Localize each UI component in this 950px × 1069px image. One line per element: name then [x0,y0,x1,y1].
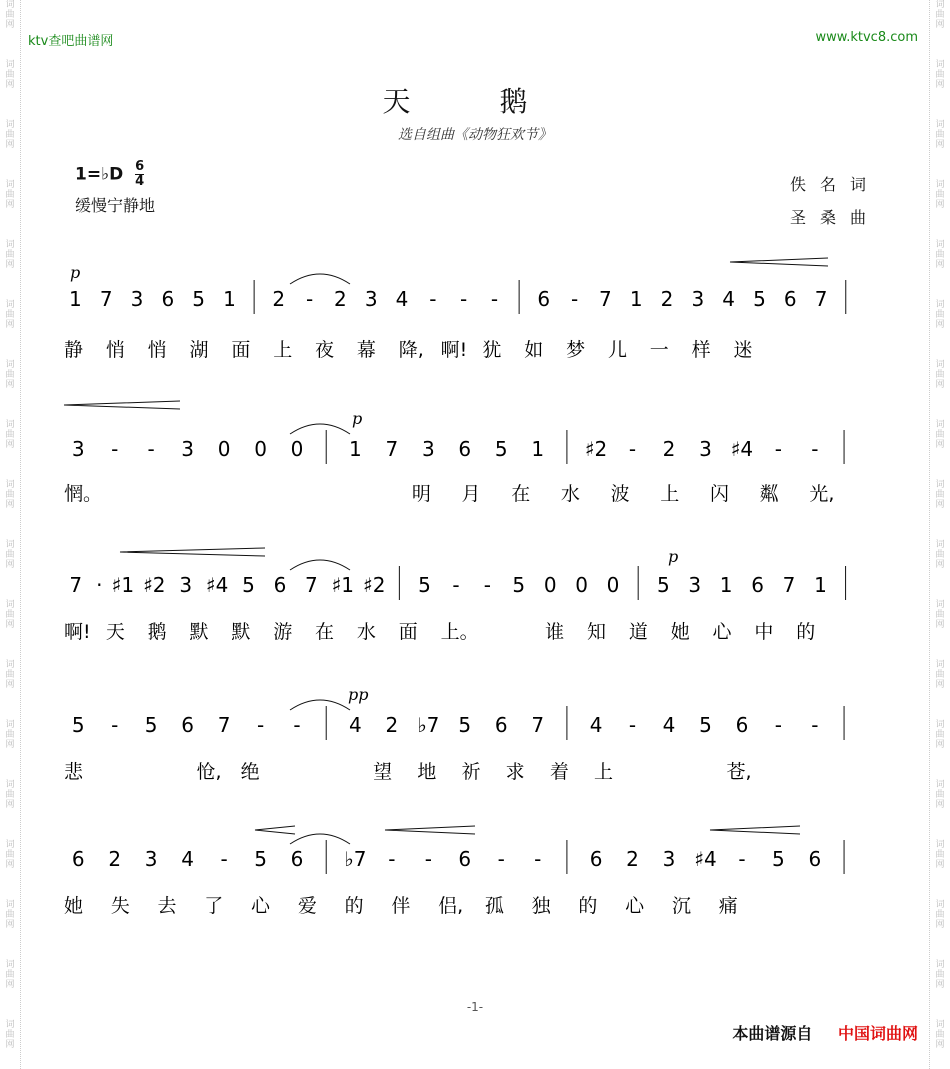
lyric: 痛 [718,895,738,917]
hairpin [255,826,295,834]
lyric: 她 [670,621,690,643]
watermark-text: 词 曲 网 [5,300,15,330]
note: 4 [662,713,676,737]
note: 7 [69,573,83,597]
note: 7 [782,573,796,597]
lyric: 她 [64,895,84,917]
lyric: 绝 [240,761,260,783]
lyric: 望 [373,761,393,783]
watermark-text: 词 曲 网 [5,60,15,90]
note: - [534,847,542,871]
lyric: 苍, [726,761,752,783]
note: 7 [385,437,399,461]
watermark-text: 词 曲 网 [935,0,945,30]
note: 3 [699,437,712,461]
slur [290,274,350,284]
note: 6 [161,287,175,311]
note: 6 [71,847,85,871]
note: 5 [144,713,158,737]
note: 5 [753,287,766,311]
watermark-text: 词 曲 网 [5,720,15,750]
lyric: 儿 [607,339,627,361]
watermark-text: 词 曲 网 [935,660,945,690]
note: 3 [688,573,702,597]
note: 3 [130,287,144,311]
note: - [490,287,499,311]
watermark-text: 词 曲 网 [5,900,15,930]
note: 6 [181,713,195,737]
note: - [256,713,265,737]
watermark-text: 词 曲 网 [935,540,945,570]
source-credit [732,1021,918,1044]
slur [290,834,350,844]
watermark-text: 词 曲 网 [935,600,945,630]
lyric: 失 [110,895,130,917]
lyric: 悲 [64,761,84,783]
note: 0 [606,573,620,597]
site-name: ktv查吧曲谱网 [28,34,114,49]
note: ♯1 [111,573,135,597]
note: 2 [660,287,674,311]
note: 3 [144,847,158,871]
note: 1 [629,287,643,311]
lyric: 爱 [297,895,317,917]
note: 0 [575,573,588,597]
lyric: 一 [649,339,669,361]
lyric: 的 [796,621,816,643]
lyric: 地 [417,761,437,783]
lyric: 求 [505,761,525,783]
note: 2 [108,847,122,871]
dynamic-mark: p [352,409,363,428]
lyric: 侣, [438,895,464,917]
watermark-text: 词 曲 网 [935,480,945,510]
lyric: 着 [549,761,569,783]
hairpin [385,826,475,834]
hairpin [120,548,265,556]
note: 7 [217,713,231,737]
lyric: 上 [594,761,614,783]
lyric: 谁 [545,621,565,643]
note: 7 [814,287,828,311]
watermark-text: 词 曲 网 [935,1020,945,1050]
note: 1 [69,287,82,311]
note: 2 [272,287,286,311]
note: 6 [808,847,822,871]
watermark-text: 词 曲 网 [5,420,15,450]
note: - [628,437,637,461]
note: 5 [254,847,267,871]
lyric: 心 [251,895,271,917]
watermark-text: 词 曲 网 [5,120,15,150]
note: ♯4 [730,437,754,461]
note: 0 [254,437,267,461]
note: 4 [395,287,409,311]
note: - [147,437,155,461]
note: 6 [290,847,304,871]
note: 4 [589,713,603,737]
lyric: 月 [461,483,481,505]
watermark-text: 词 曲 网 [5,360,15,390]
watermark-text: 词 曲 网 [935,900,945,930]
source-site[interactable]: 中国词曲网 [837,1024,918,1043]
note: - [429,287,437,311]
lyric: 独 [531,895,551,917]
lyric: 粼 [759,483,779,505]
dynamic-mark: pp [348,685,369,704]
note: 5 [242,573,255,597]
note: - [305,287,314,311]
note: - [774,437,783,461]
watermark-text: 词 曲 网 [5,0,15,30]
note: ♯2 [363,573,386,597]
lyric: 幕 [356,339,376,361]
note: 2 [662,437,676,461]
note: 7 [99,287,113,311]
note: 5 [699,713,712,737]
lyric: 道 [628,621,648,643]
lyric: 惘。 [64,483,103,505]
note: 6 [783,287,797,311]
time-numerator: 6 [135,159,145,174]
note: - [774,713,783,737]
watermark-text: 词 曲 网 [935,960,945,990]
note: 3 [181,437,195,461]
note: 6 [589,847,603,871]
lyric: 天 [105,621,125,643]
note: - [497,847,505,871]
note: 2 [626,847,639,871]
note: 5 [656,573,670,597]
note: 1 [719,573,733,597]
note: 4 [181,847,195,871]
tempo-marking: 缓慢宁静地 [75,196,156,215]
lyric: 面 [231,339,251,361]
time-denominator: 4 [135,174,145,189]
note: 5 [71,713,85,737]
lyric: 默 [231,621,251,643]
note: ♯4 [205,573,229,597]
note: ♯4 [694,847,717,871]
note: - [220,847,228,871]
note: 2 [385,713,399,737]
watermark-text: 词 曲 网 [5,780,15,810]
note: 6 [458,437,472,461]
lyric: 去 [157,895,177,917]
note: 4 [722,287,736,311]
dynamic-mark: p [70,263,81,282]
note: - [452,573,460,597]
note: 3 [71,437,85,461]
watermark-text: 词 曲 网 [5,840,15,870]
lyric: 默 [189,621,209,643]
lyric: 心 [712,621,732,643]
lyric: 上 [273,339,293,361]
lyric: 波 [610,483,630,505]
watermark-text: 词 曲 网 [5,540,15,570]
lyric: 犹 [482,339,502,361]
note: - [388,847,396,871]
watermark-text: 词 曲 网 [5,240,15,270]
lyric: 啊! [440,339,468,361]
note: 5 [458,713,472,737]
note: - [424,847,432,871]
watermark-text: 词 曲 网 [5,960,15,990]
lyric: 悄 [147,339,167,361]
note: - [628,713,637,737]
lyric: 样 [691,339,711,361]
watermark-text: 词 曲 网 [935,240,945,270]
lyric: 水 [560,483,580,505]
note: ♯1 [331,573,355,597]
lyric: 了 [204,895,224,917]
lyric: 上。 [440,621,479,643]
lyric: 梦 [566,339,586,361]
note: ♯2 [143,573,166,597]
note: 5 [512,573,526,597]
watermark-text: 词 曲 网 [5,480,15,510]
note: ♯2 [584,437,608,461]
lyric: 闪 [709,483,729,505]
note: 5 [772,847,785,871]
lyric: 知 [587,621,607,643]
note: 6 [494,713,508,737]
note: - [811,437,819,461]
note: 1 [814,573,827,597]
lyric: 在 [315,621,335,643]
note: 2 [334,287,347,311]
lyric: 中 [754,621,774,643]
lyric: 水 [356,621,376,643]
lyric: 悄 [105,339,125,361]
lyric: 降, [398,339,424,361]
lyric: 夜 [315,339,335,361]
lyric: 如 [524,339,544,361]
note: - [111,437,119,461]
note: 7 [599,287,612,311]
lyric: 伴 [391,895,411,917]
note: - [460,287,468,311]
watermark-text: 词 曲 网 [935,60,945,90]
watermark-text: 词 曲 网 [935,180,945,210]
watermark-text: 词 曲 网 [5,1020,15,1050]
lyric: 孤 [484,895,504,917]
note: ♭7 [344,847,367,871]
note: 1 [349,437,362,461]
watermark-text: 词 曲 网 [5,660,15,690]
watermark-text: 词 曲 网 [935,840,945,870]
watermark-text: 词 曲 网 [935,360,945,390]
note: 0 [543,573,557,597]
hairpin [64,401,180,409]
source-label: 本曲谱源自 [732,1024,813,1043]
lyric: 怆, [196,761,222,783]
note: 3 [662,847,676,871]
note: 5 [192,287,206,311]
note: 7 [531,713,545,737]
watermark-text: 词 曲 网 [5,600,15,630]
lyric: 的 [344,895,364,917]
page-number: -1- [466,1000,484,1014]
note: 3 [421,437,435,461]
watermark-text: 词 曲 网 [935,120,945,150]
note: - [111,713,119,737]
note: 3 [364,287,378,311]
lyric: 迷 [733,339,753,361]
note: ♭7 [417,713,440,737]
lyric: 的 [578,895,598,917]
lyric: 光, [809,483,835,505]
note: - [483,573,491,597]
lyric: 明 [411,483,431,505]
note: 6 [458,847,472,871]
lyric: 游 [273,621,293,643]
note: 1 [531,437,545,461]
song-title: 天 鹅 [382,85,568,118]
lyric: 祈 [461,761,481,783]
lyric: 沉 [671,895,691,917]
watermark-text: 词 曲 网 [935,780,945,810]
hairpin [730,258,828,266]
lyric: 啊! [64,621,91,643]
dynamic-mark: p [668,547,679,566]
note: - [293,713,301,737]
note: · [96,573,103,597]
note: - [811,713,819,737]
notes-layer [69,287,827,871]
note: 6 [751,573,764,597]
lyric: 面 [398,621,418,643]
note: 6 [735,713,749,737]
slur [290,424,350,434]
note: 5 [418,573,431,597]
lyric: 在 [511,483,531,505]
note: 5 [494,437,508,461]
watermark-text: 词 曲 网 [935,720,945,750]
note: 3 [179,573,193,597]
note: 6 [537,287,551,311]
note: - [738,847,746,871]
watermark-text: 词 曲 网 [935,420,945,450]
note: 7 [305,573,318,597]
lyricist-credit: 佚名词 [789,175,880,194]
lyric: 湖 [189,339,209,361]
hairpin [710,826,800,834]
note: 3 [691,287,705,311]
lyric: 上 [660,483,680,505]
watermark-text: 词 曲 网 [5,180,15,210]
note: 1 [223,287,236,311]
note: 4 [349,713,362,737]
slur [290,560,350,570]
composer-credit: 圣桑曲 [789,208,880,227]
lyric: 心 [625,895,645,917]
watermark-text: 词 曲 网 [935,300,945,330]
note: 6 [273,573,287,597]
note: 0 [290,437,304,461]
site-url[interactable]: www.ktvc8.com [815,30,918,45]
lyric: 鹅 [147,621,167,643]
key-text: 1=♭D [75,164,124,185]
song-subtitle: 选自组曲《动物狂欢节》 [398,127,552,143]
note: - [570,287,579,311]
note: 0 [217,437,231,461]
slur [290,700,350,710]
lyric: 静 [64,339,84,361]
